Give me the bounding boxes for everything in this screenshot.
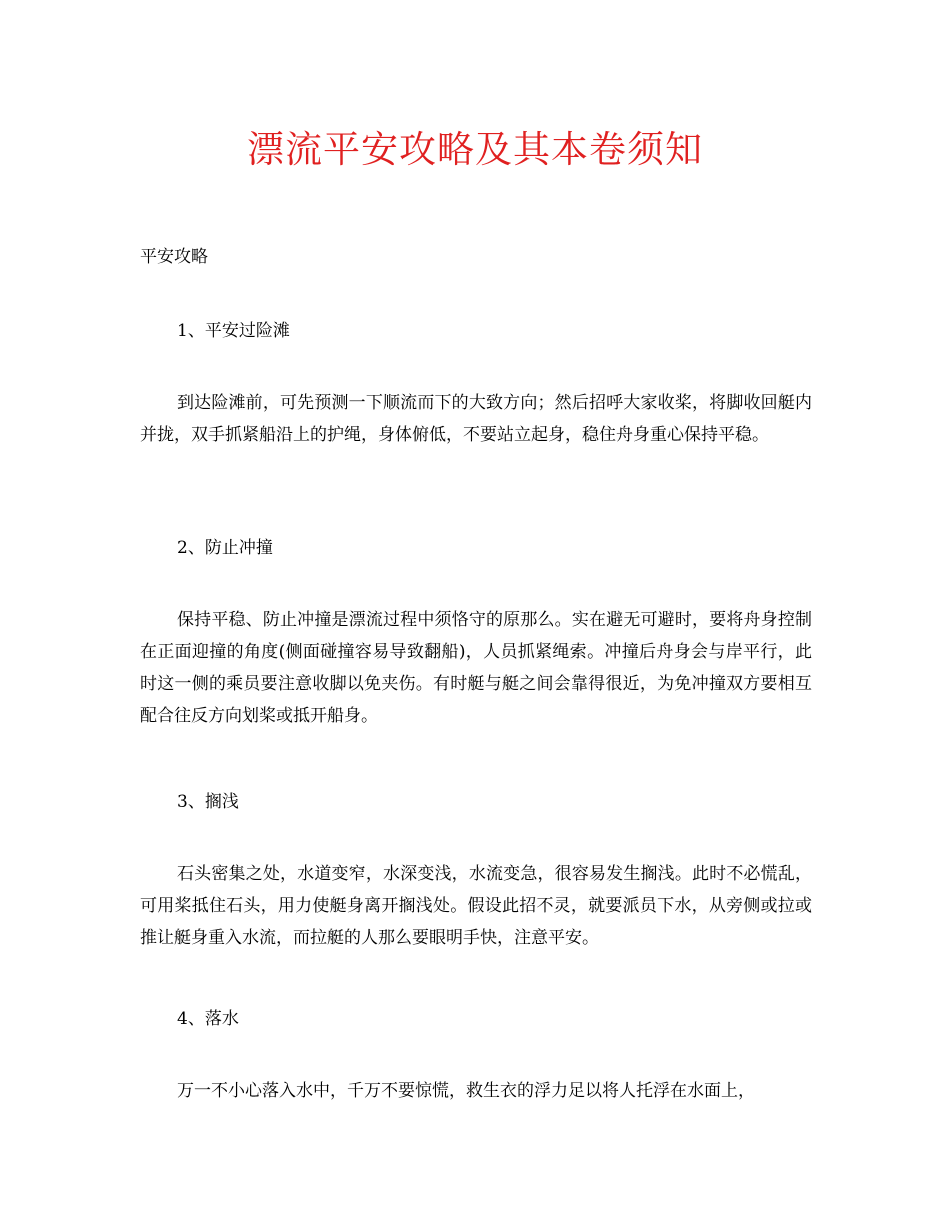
item-paragraph: 到达险滩前，可先预测一下顺流而下的大致方向；然后招呼大家收桨，将脚收回艇内并拢，双手抓紧船沿上的护绳，身体俯低，不要站立起身，稳住舟身重心保持平稳。 (140, 393, 812, 445)
section-title: 平安攻略 (140, 247, 208, 267)
item-heading: 3、搁浅 (177, 792, 239, 812)
item-paragraph: 万一不小心落入水中，千万不要惊慌，救生衣的浮力足以将人托浮在水面上， (177, 1081, 755, 1101)
item-heading: 1、平安过险滩 (177, 321, 290, 341)
item-paragraph: 石头密集之处，水道变窄，水深变浅，水流变急，很容易发生搁浅。此时不必慌乱，可用桨抵住石头，用力使艇身离开搁浅处。假设此招不灵，就要派员下水，从旁侧或拉或推让艇身重入水流，而拉艇的人那么要眼明手快，注意平安。 (140, 864, 812, 948)
document-title: 漂流平安攻略及其本卷须知 (247, 128, 703, 171)
item-paragraph: 保持平稳、防止冲撞是漂流过程中须恪守的原那么。实在避无可避时，要将舟身控制在正面迎撞的角度(侧面碰撞容易导致翻船)，人员抓紧绳索。冲撞后舟身会与岸平行，此时这一侧的乘员要注意收脚以免夹伤。有时艇与艇之间会靠得很近，为免冲撞双方要相互配合往反方向划桨或抵开船身。 (140, 610, 812, 726)
item-heading: 4、落水 (177, 1009, 239, 1029)
item-heading: 2、防止冲撞 (177, 538, 273, 558)
